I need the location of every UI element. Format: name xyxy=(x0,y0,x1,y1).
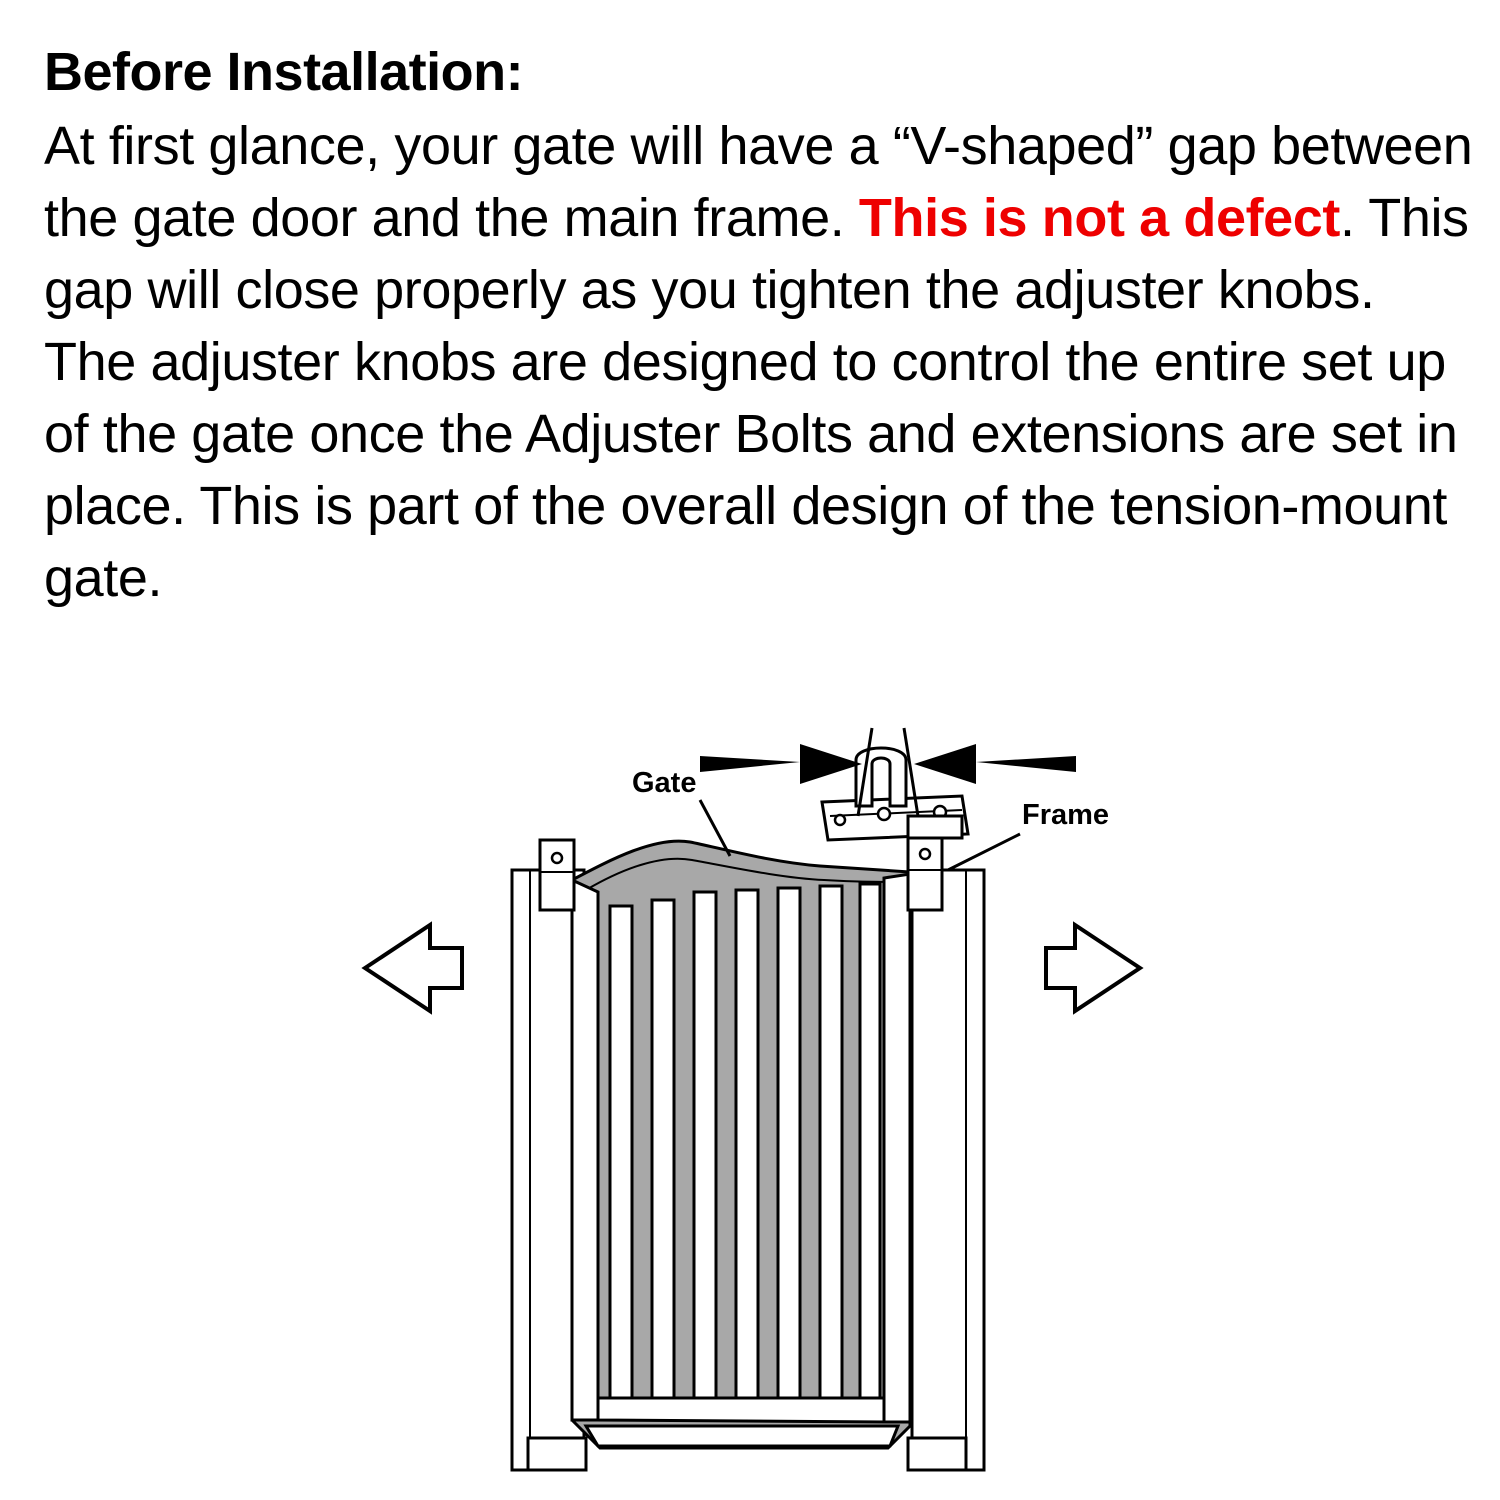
gate-diagram xyxy=(0,720,1500,1500)
defect-emphasis: This is not a defect xyxy=(858,188,1341,248)
gate-balusters xyxy=(610,884,880,1398)
arrow-right-icon xyxy=(1046,925,1140,1011)
instruction-paragraph xyxy=(44,110,1474,614)
frame-top-left-bracket xyxy=(540,840,574,910)
frame-right-post xyxy=(908,870,984,1470)
frame-top-right-bracket xyxy=(908,836,942,910)
paragraph-part-one: At first glance, your gate will have a “V-shaped” gap between the gate door and the main frame. xyxy=(44,116,1473,248)
page-title: Before Installation: xyxy=(44,42,524,102)
instruction-text-block xyxy=(44,38,1474,614)
gate-door-panel xyxy=(572,841,910,1448)
arrow-left-icon xyxy=(365,925,462,1011)
paragraph-part-two: . This gap will close properly as you tighten the adjuster knobs. The adjuster knobs are designed to control the entire set up of the gate once the Adjuster Bolts and extensions are set in place. This is part of the overall design of the tension-mount gate. xyxy=(44,188,1469,608)
frame-label: Frame xyxy=(1022,799,1110,831)
gate-label: Gate xyxy=(632,767,697,799)
